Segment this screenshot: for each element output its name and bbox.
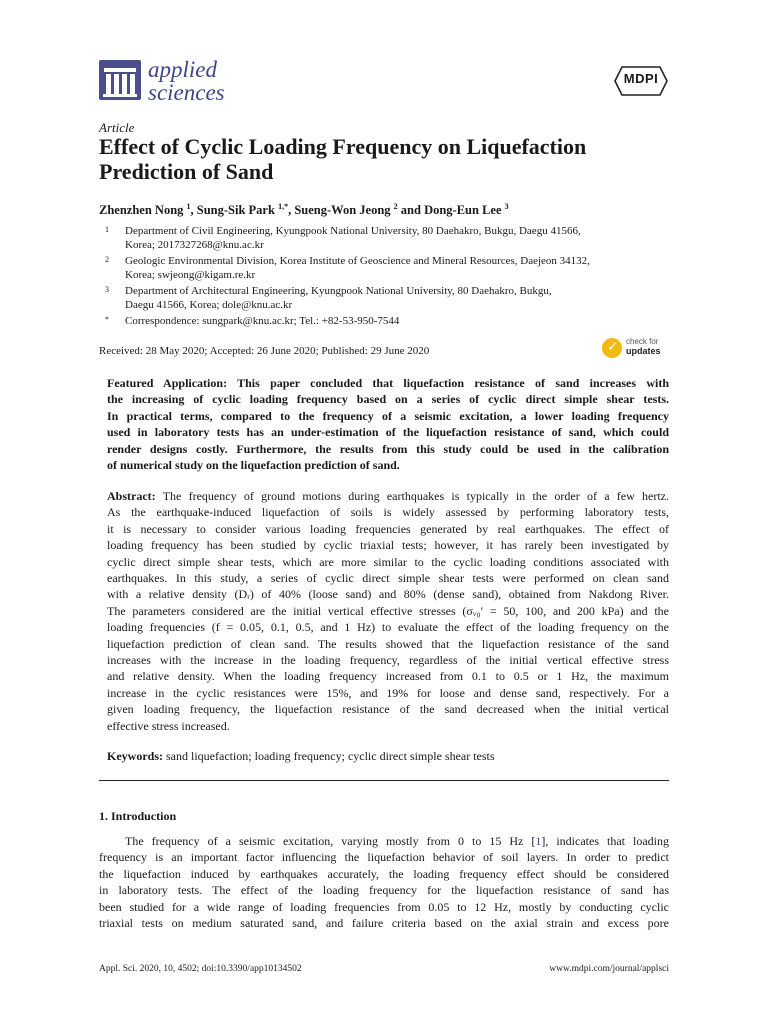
- article-type: Article: [99, 120, 135, 135]
- divider: [99, 780, 669, 781]
- abstract-line: cyclic direct simple shear tests, which are more similar to the cyclic loading conditions associated with: [107, 554, 669, 569]
- featured-line: of numerical study on the liquefaction prediction of sand.: [107, 458, 400, 473]
- author-name: Dong-Eun Lee: [424, 203, 502, 218]
- publisher-name: MDPI: [623, 71, 659, 86]
- check-for-updates-label[interactable]: updates: [626, 346, 661, 356]
- abstract-line: and relative density. When the loading frequency increased from 0.1 to 0.5 or 1 Hz, the maximum: [107, 669, 669, 684]
- affiliation-line: Korea; swjeong@kigam.re.kr: [125, 269, 256, 282]
- author-list: Zhenzhen Nong $^1$, Sung-Sik Park $^{1,*}$, Sueng-Won Jeong $^2$ and Dong-Eun Lee $^3$: [99, 202, 509, 218]
- footer-url[interactable]: www.mdpi.com/journal/applsci: [549, 964, 669, 974]
- affiliation-line: Department of Architectural Engineering, Kyungpook National University, 80 Daehakro, Bukgu,: [125, 285, 552, 297]
- author-affiliation-mark: 2: [393, 202, 398, 211]
- affiliation-mark: *: [105, 315, 109, 324]
- author-affiliation-mark: 3: [504, 202, 509, 211]
- journal-name-line1: applied: [148, 57, 217, 82]
- abstract-line: loading frequencies (f = 0.05, 0.1, 0.5, and 1 Hz) to evaluate the effect of the loading frequency on the: [107, 620, 669, 635]
- intro-line: been studied for a wide range of loading frequencies from 0.05 to 12 Hz, mostly by conducting cyclic: [99, 899, 669, 914]
- abstract-line: it is necessary to consider various loading frequencies generated by real earthquakes. The effect of: [107, 521, 669, 536]
- section-heading: 1. Introduction: [99, 809, 177, 823]
- abstract-line: loading frequency has been studied by cyclic triaxial tests; however, it has rarely been investigated by: [107, 538, 669, 553]
- journal-name-line2: sciences: [148, 80, 225, 105]
- featured-line: the increasing of cyclic loading frequency based on a series of cyclic direct simple shear tests.: [107, 392, 669, 407]
- featured-line: used in laboratory tests has an under-estimation of the liquefaction resistance of sand, which could: [107, 425, 669, 440]
- abstract-line: As the earthquake-induced liquefaction of soils is widely assessed by performing laboratory tests,: [107, 505, 669, 520]
- author-name: Sueng-Won Jeong: [294, 203, 391, 218]
- correspondence-line: Correspondence: sungpark@knu.ac.kr; Tel.: +82-53-950-7544: [125, 315, 400, 327]
- introduction-paragraph: [99, 833, 669, 931]
- paper-title: Effect of Cyclic Loading Frequency on Liquefaction Prediction of Sand: [99, 134, 587, 184]
- abstract-first-line: [107, 488, 669, 504]
- abstract-line: The parameters considered are the initial vertical effective stresses (σᵥ₀′ = 50, 100, and 200 kPa) and the: [107, 603, 669, 618]
- checkmark-icon: ✓: [607, 339, 619, 355]
- featured-line: Featured Application: This paper concluded that liquefaction resistance of sand increases with: [107, 376, 669, 390]
- abstract-line: earthquakes. In this study, a series of cyclic direct simple shear tests were performed on clean sand: [107, 571, 669, 586]
- affiliation-line: Department of Civil Engineering, Kyungpook National University, 80 Daehakro, Bukgu, Daegu 41566,: [125, 225, 581, 237]
- author-name: Zhenzhen Nong: [99, 203, 184, 218]
- author-name: Sung-Sik Park: [196, 203, 275, 218]
- affiliation-mark: 3: [105, 285, 109, 294]
- affiliation-line: Daegu 41566, Korea; dole@knu.ac.kr: [125, 299, 293, 312]
- abstract-line: with a relative density (Dᵣ) of 40% (loose sand) and 80% (dense sand), obtained from Nakdong River.: [107, 587, 669, 602]
- intro-first-line: The frequency of a seismic excitation, varying mostly from 0 to 15 Hz [1], indicates that loading: [125, 834, 670, 848]
- author-affiliation-mark: 1,*: [278, 202, 289, 211]
- abstract-line: effective stress increased.: [107, 718, 230, 733]
- intro-line: in laboratory tests. The effect of the loading frequency for the liquefaction resistance of sand has: [99, 883, 669, 898]
- abstract-label: Abstract:: [107, 489, 156, 503]
- affiliation-mark: 1: [105, 225, 109, 234]
- intro-line: the liquefaction induced by earthquakes accurately, the loading frequency effect should be considered: [99, 866, 669, 881]
- abstract: [107, 488, 669, 734]
- citation-link[interactable]: 1: [535, 834, 542, 848]
- abstract-line: increase in the cyclic resistances were 15%, and 19% for loose and dense sand, respectively. For a: [107, 685, 669, 700]
- abstract-line: increases with the increase in the loading frequency, regardless of the initial vertical effective stress: [107, 653, 669, 668]
- keywords-text: sand liquefaction; loading frequency; cyclic direct simple shear tests: [166, 749, 495, 763]
- featured-line: render designs costly. Furthermore, the results from this study could be used in the calibration: [107, 441, 669, 456]
- intro-line: frequency is an important factor influencing the liquefaction behavior of soil layers. In order to predict: [99, 850, 669, 865]
- journal-logo-icon: [99, 60, 141, 100]
- keywords-label: Keywords:: [107, 749, 163, 763]
- footer-citation: Appl. Sci. 2020, 10, 4502; doi:10.3390/app10134502: [99, 964, 302, 974]
- featured-application: [107, 375, 669, 473]
- affiliation-line: Geologic Environmental Division, Korea Institute of Geoscience and Mineral Resources, Daejeon 34132,: [125, 255, 590, 267]
- intro-line: triaxial tests on medium saturated sand, and failure criteria based on the axial strain and excess pore: [99, 916, 669, 931]
- affiliation-mark: 2: [105, 255, 109, 264]
- keywords: [107, 749, 495, 764]
- author-affiliation-mark: 1: [186, 202, 191, 211]
- check-for-updates-label[interactable]: check for: [626, 337, 659, 346]
- affiliation-line: Korea; 2017327268@knu.ac.kr: [125, 239, 264, 252]
- abstract-line: given loading frequency, the liquefaction resistance of the sand decreased when the initial vertical: [107, 702, 669, 717]
- abstract-line: The frequency of ground motions during earthquakes is typically in the order of a few hertz.: [162, 489, 669, 503]
- publication-dates: Received: 28 May 2020; Accepted: 26 June 2020; Published: 29 June 2020: [99, 345, 430, 357]
- featured-line: In practical terms, compared to the frequency of a seismic excitation, a lower loading frequency: [107, 408, 669, 423]
- abstract-line: liquefaction prediction of clean sand. The results showed that the liquefaction resistance of the sand: [107, 636, 669, 651]
